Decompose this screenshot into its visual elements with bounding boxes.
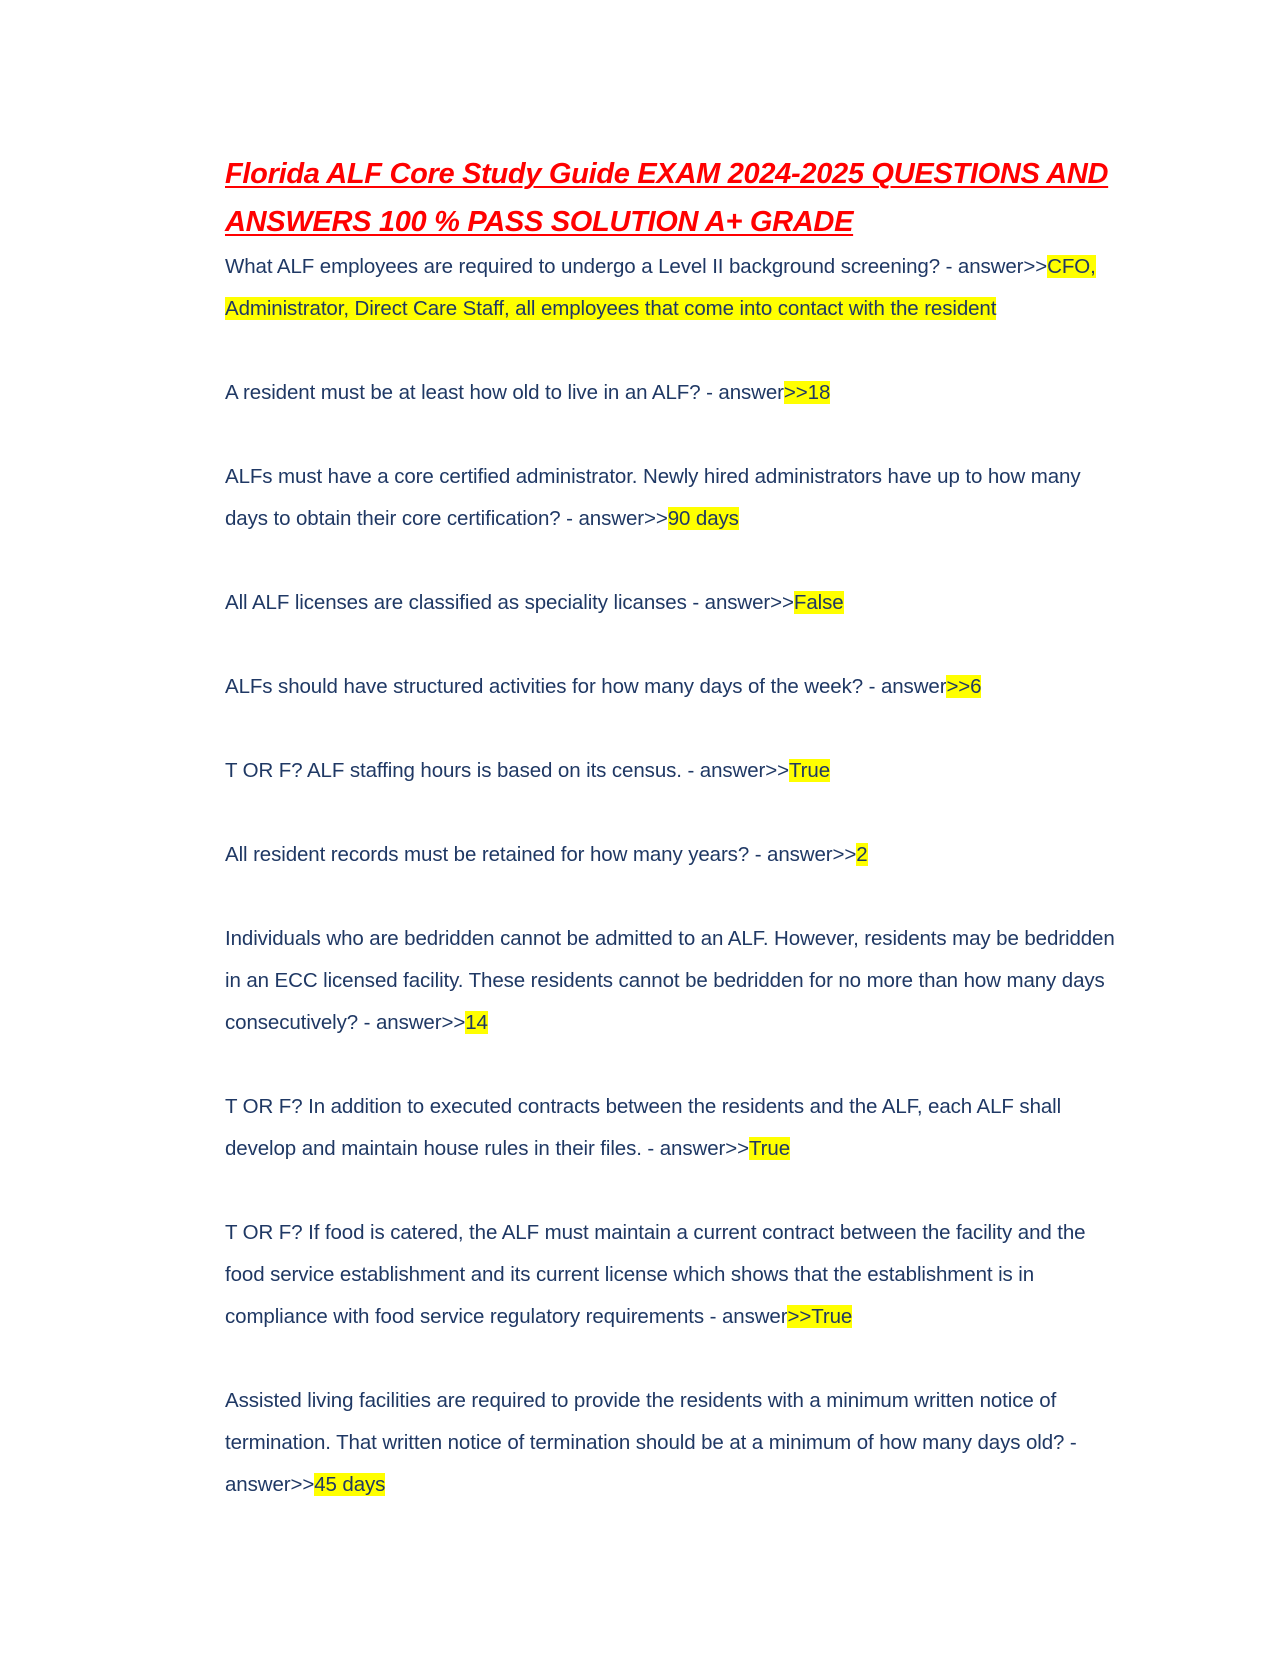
question-text: Individuals who are bedridden cannot be admitted to an ALF. However, residents may be bedridden in an ECC licensed facility. These residents cannot be bedridden for no more than how many days consecutively? - answer>> bbox=[225, 927, 1115, 1034]
answer-highlight: 90 days bbox=[667, 507, 739, 530]
qa-item bbox=[225, 582, 1125, 624]
qa-item bbox=[225, 750, 1125, 792]
question-text: T OR F? If food is catered, the ALF must maintain a current contract between the facility and the food service establishment and its current license which shows that the establishment is in compliance with food service regulatory requirements - answer bbox=[225, 1221, 1086, 1328]
document-body bbox=[225, 150, 1125, 1548]
question-text: All ALF licenses are classified as speciality licanses - answer>> bbox=[225, 591, 794, 614]
question-text: All resident records must be retained for how many years? - answer>> bbox=[225, 843, 857, 866]
qa-item bbox=[225, 456, 1125, 540]
question-text: T OR F? In addition to executed contracts between the residents and the ALF, each ALF shall develop and maintain house rules in their files. - answer>> bbox=[225, 1095, 1062, 1160]
question-text: Assisted living facilities are required to provide the residents with a minimum written notice of termination. That written notice of termination should be at a minimum of how many days old? - answer>> bbox=[225, 1389, 1077, 1496]
answer-highlight: 2 bbox=[856, 843, 868, 866]
qa-item bbox=[225, 372, 1125, 414]
qa-item bbox=[225, 834, 1125, 876]
question-text: ALFs must have a core certified administrator. Newly hired administrators have up to how many days to obtain their core certification? - answer>> bbox=[225, 465, 1081, 530]
qa-item bbox=[225, 918, 1125, 1044]
answer-highlight: >>18 bbox=[783, 381, 831, 404]
question-text: What ALF employees are required to undergo a Level II background screening? - answer>> bbox=[225, 255, 1048, 278]
qa-item bbox=[225, 1212, 1125, 1338]
question-text: T OR F? ALF staffing hours is based on its census. - answer>> bbox=[225, 759, 790, 782]
question-text: A resident must be at least how old to live in an ALF? - answer bbox=[225, 381, 784, 404]
answer-highlight: CFO, Administrator, Direct Care Staff, all employees that come into contact with the resident bbox=[225, 255, 1096, 320]
answer-highlight: False bbox=[793, 591, 844, 614]
answer-highlight: True bbox=[789, 759, 831, 782]
answer-highlight: 45 days bbox=[314, 1473, 386, 1496]
question-text: ALFs should have structured activities for how many days of the week? - answer bbox=[225, 675, 947, 698]
answer-highlight: 14 bbox=[465, 1011, 488, 1034]
qa-item bbox=[225, 1380, 1125, 1506]
answer-highlight: >>6 bbox=[946, 675, 982, 698]
document-title: Florida ALF Core Study Guide EXAM 2024-2025 QUESTIONS AND ANSWERS 100 % PASS SOLUTION A+ GRADE bbox=[225, 158, 1109, 238]
answer-highlight: True bbox=[749, 1137, 790, 1160]
qa-item bbox=[225, 246, 1125, 330]
qa-item bbox=[225, 1086, 1125, 1170]
answer-highlight: >>True bbox=[787, 1305, 853, 1328]
qa-item bbox=[225, 666, 1125, 708]
